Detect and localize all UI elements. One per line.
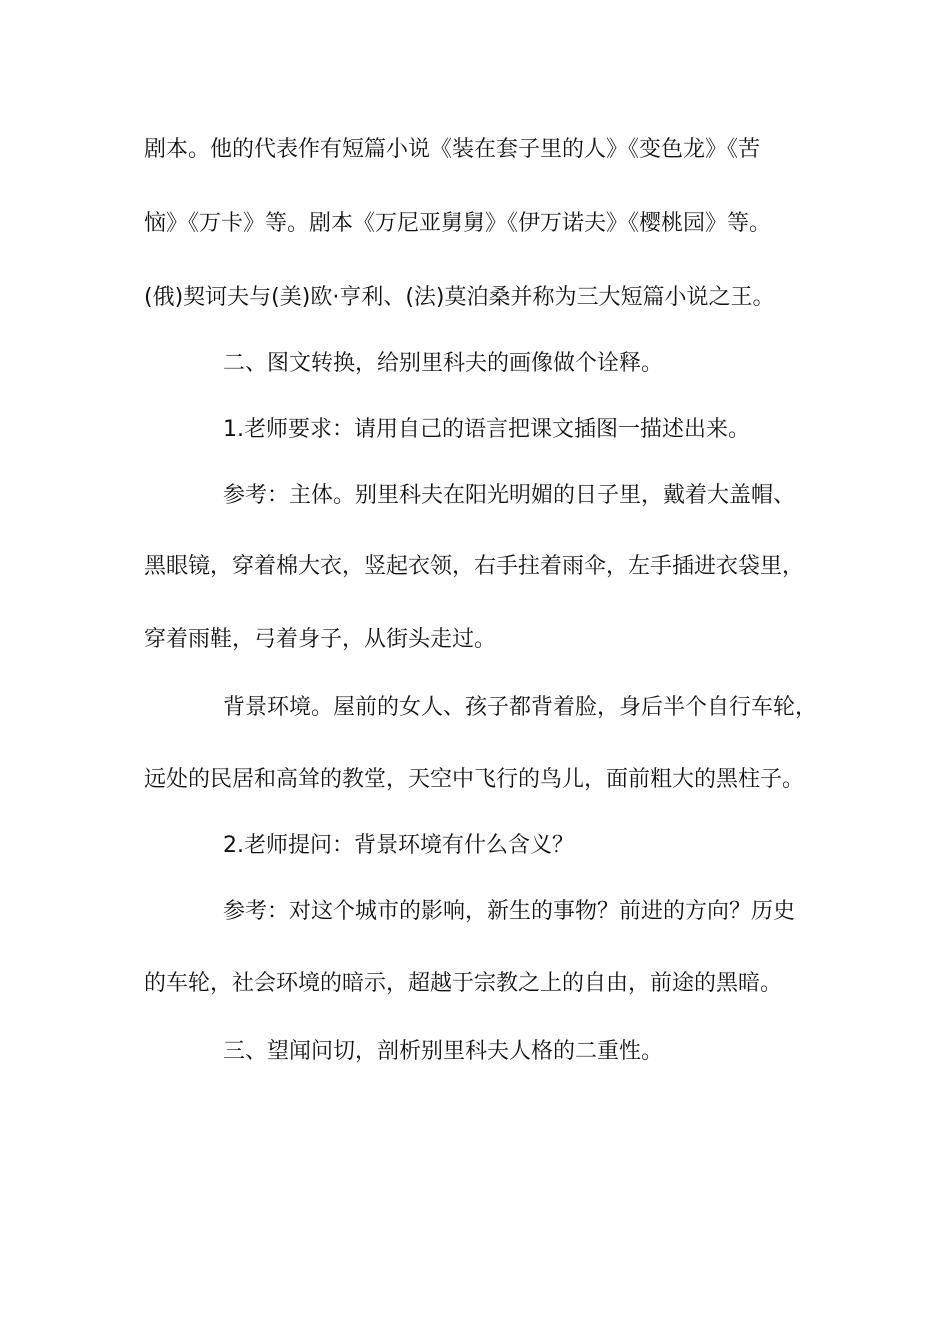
section-heading-3: 三、望闻问切，剖析别里科夫人格的二重性。 [223,1039,664,1064]
paragraph-line-2: 恼》《万卡》等。剧本《万尼亚舅舅》《伊万诺夫》《樱桃园》等。 [144,211,772,236]
section-heading-2: 二、图文转换，给别里科夫的画像做个诠释。 [223,351,664,376]
reference-line-3: 穿着雨鞋，弓着身子，从街头走过。 [144,627,497,652]
teacher-question: 2.老师提问：背景环境有什么含义？ [223,833,574,858]
background-line-2: 远处的民居和高耸的教堂，天空中飞行的鸟儿，面前粗大的黑柱子。 [144,767,805,792]
reference-line-2: 黑眼镜，穿着棉大衣，竖起衣领，右手拄着雨伞，左手插进衣袋里， [144,554,805,579]
paragraph-line-1: 剧本。他的代表作有短篇小说《装在套子里的人》《变色龙》《苦 [144,137,761,162]
paragraph-line-3: (俄)契诃夫与(美)欧·亨利、(法)莫泊桑并称为三大短篇小说之王。 [144,285,775,310]
background-line-1: 背景环境。屋前的女人、孩子都背着脸，身后半个自行车轮， [223,695,818,720]
reference-answer-line-1: 参考：对这个城市的影响，新生的事物？前进的方向？历史 [223,899,796,924]
reference-line-1: 参考：主体。别里科夫在阳光明媚的日子里，戴着大盖帽、 [223,483,796,508]
reference-answer-line-2: 的车轮，社会环境的暗示，超越于宗教之上的自由，前途的黑暗。 [144,971,783,996]
teacher-request: 1.老师要求：请用自己的语言把课文插图一描述出来。 [223,417,750,442]
